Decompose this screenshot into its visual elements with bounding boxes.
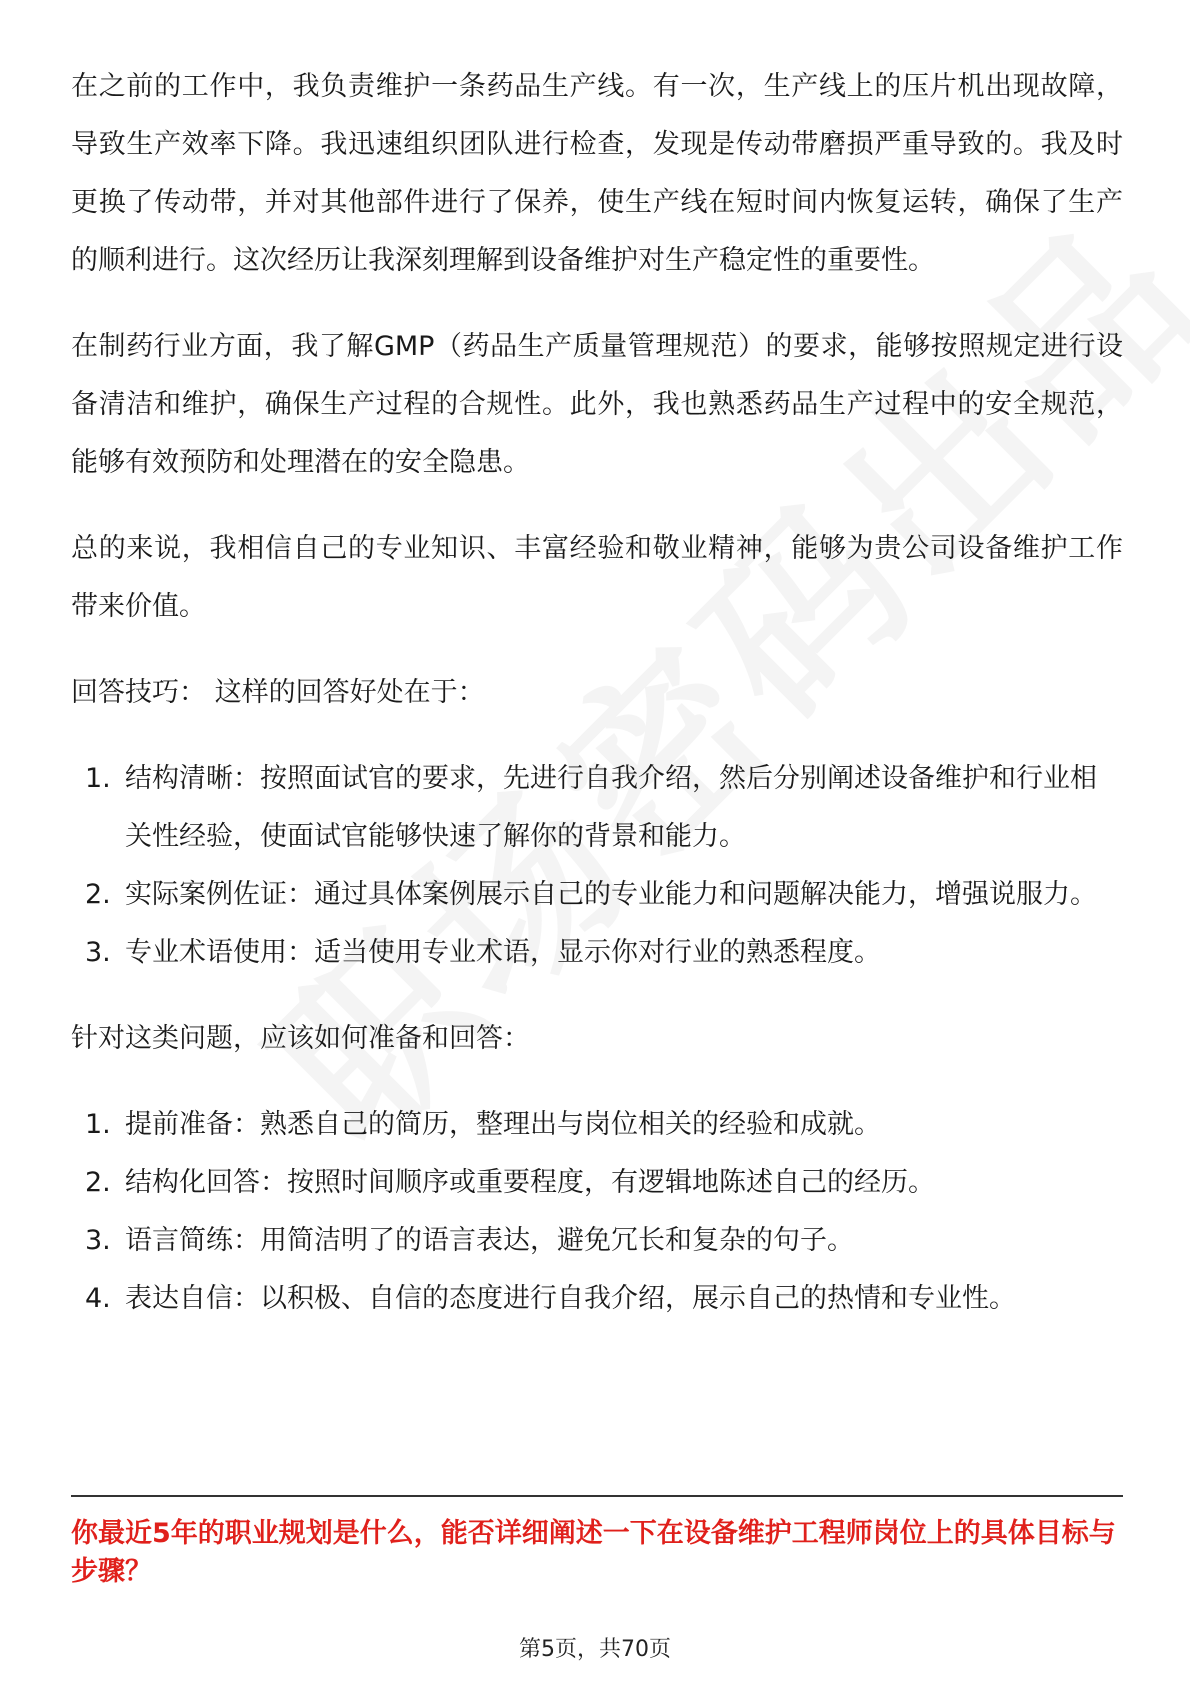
next-question-heading: 你最近5年的职业规划是什么，能否详细阐述一下在设备维护工程师岗位上的具体目标与步骤？ bbox=[71, 1518, 1116, 1587]
list-item bbox=[71, 1154, 1123, 1212]
page-number: 第5页，共70页 bbox=[519, 1637, 671, 1662]
list-item bbox=[71, 1270, 1123, 1328]
answer-tips-list bbox=[71, 750, 1123, 982]
list-number: 3. bbox=[85, 1225, 111, 1256]
list-item-text: 实际案例佐证：通过具体案例展示自己的专业能力和问题解决能力，增强说服力。 bbox=[125, 879, 1097, 910]
list-item bbox=[71, 1096, 1123, 1154]
list-number: 2. bbox=[85, 1167, 111, 1198]
list-item-text: 语言简练：用简洁明了的语言表达，避免冗长和复杂的句子。 bbox=[125, 1225, 854, 1256]
preparation-list bbox=[71, 1096, 1123, 1328]
list-item-text: 结构清晰：按照面试官的要求，先进行自我介绍，然后分别阐述设备维护和行业相关性经验，使面试官能够快速了解你的背景和能力。 bbox=[125, 763, 1097, 852]
page-content bbox=[71, 58, 1123, 1356]
section-divider bbox=[71, 1495, 1123, 1497]
paragraph-industry: 在制药行业方面，我了解GMP（药品生产质量管理规范）的要求，能够按照规定进行设备清洁和维护，确保生产过程的合规性。此外，我也熟悉药品生产过程中的安全规范，能够有效预防和处理潜在的安全隐患。 bbox=[71, 331, 1123, 478]
list-item bbox=[71, 924, 1123, 982]
list-item-text: 专业术语使用：适当使用专业术语，显示你对行业的熟悉程度。 bbox=[125, 937, 881, 968]
list-item-text: 提前准备：熟悉自己的简历，整理出与岗位相关的经验和成就。 bbox=[125, 1109, 881, 1140]
list-number: 4. bbox=[85, 1283, 111, 1314]
paragraph-summary: 总的来说，我相信自己的专业知识、丰富经验和敬业精神，能够为贵公司设备维护工作带来价值。 bbox=[71, 533, 1123, 622]
list-item bbox=[71, 750, 1123, 866]
paragraph-experience: 在之前的工作中，我负责维护一条药品生产线。有一次，生产线上的压片机出现故障，导致生产效率下降。我迅速组织团队进行检查，发现是传动带磨损严重导致的。我及时更换了传动带，并对其他部件进行了保养，使生产线在短时间内恢复运转，确保了生产的顺利进行。这次经历让我深刻理解到设备维护对生产稳定性的重要性。 bbox=[71, 71, 1123, 276]
answer-tips-heading: 回答技巧： 这样的回答好处在于： bbox=[71, 677, 485, 708]
list-item bbox=[71, 866, 1123, 924]
list-item-text: 结构化回答：按照时间顺序或重要程度，有逻辑地陈述自己的经历。 bbox=[125, 1167, 935, 1198]
list-number: 1. bbox=[85, 1109, 111, 1140]
list-item bbox=[71, 1212, 1123, 1270]
list-number: 3. bbox=[85, 937, 111, 968]
list-number: 1. bbox=[85, 763, 111, 794]
list-number: 2. bbox=[85, 879, 111, 910]
list-item-text: 表达自信：以积极、自信的态度进行自我介绍，展示自己的热情和专业性。 bbox=[125, 1283, 1016, 1314]
preparation-heading: 针对这类问题，应该如何准备和回答： bbox=[71, 1023, 530, 1054]
